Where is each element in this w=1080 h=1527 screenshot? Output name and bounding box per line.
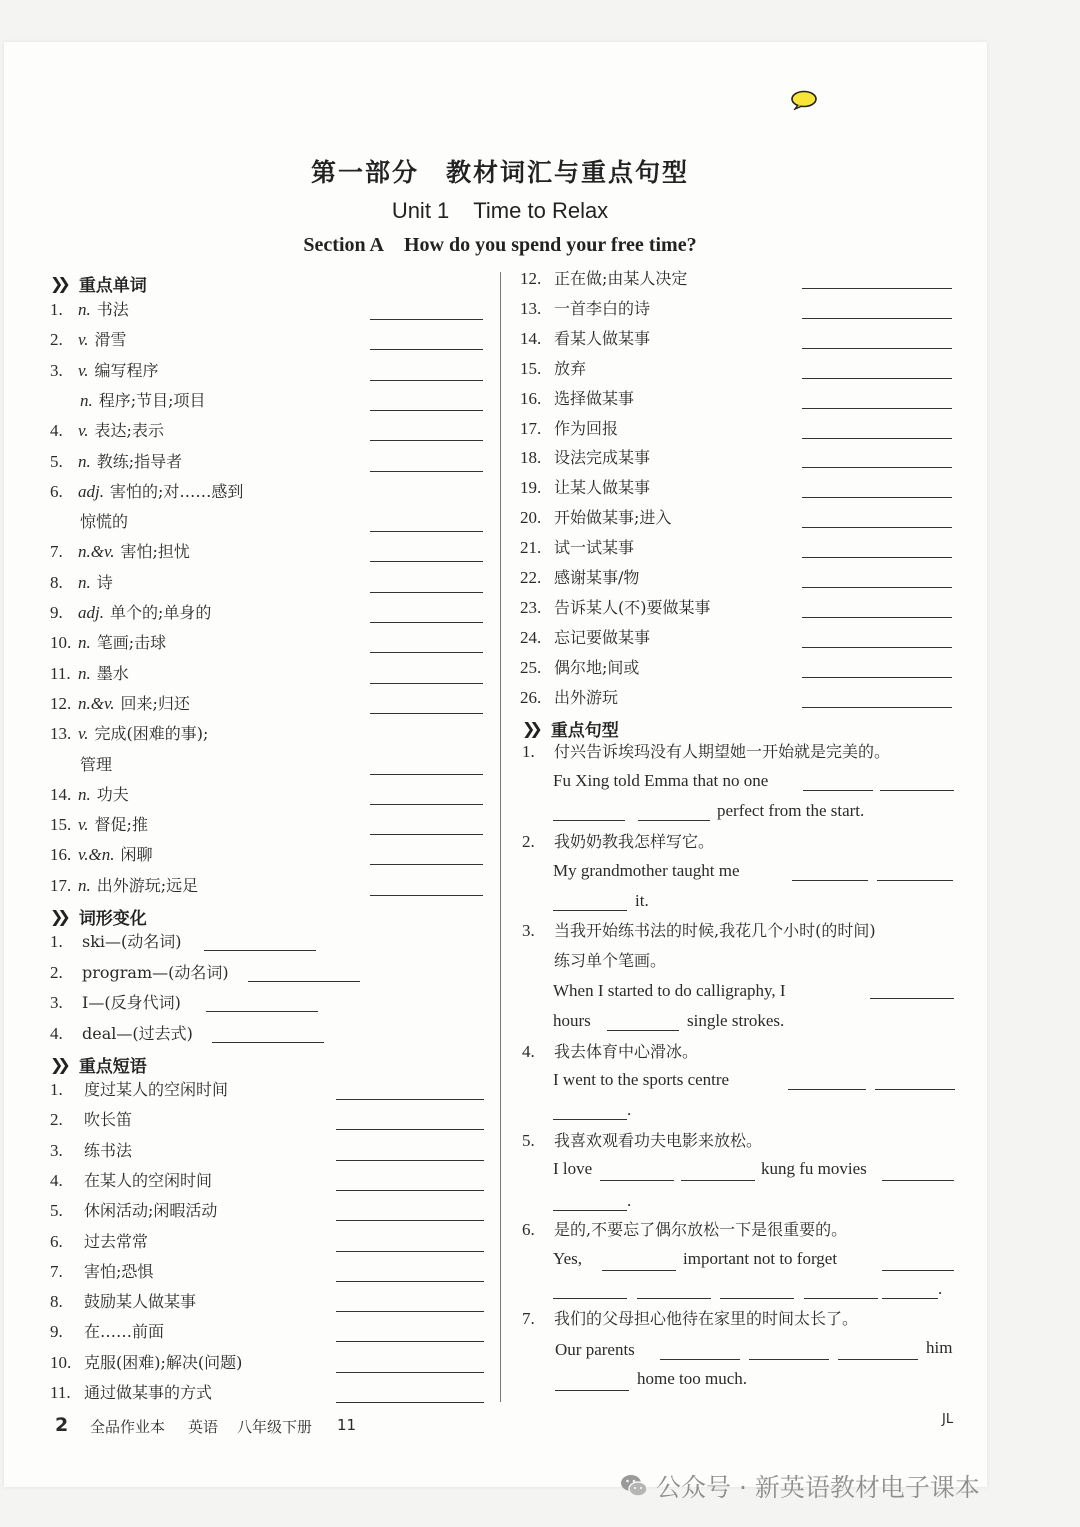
item-number: 1. [50,932,63,951]
answer-blank[interactable] [555,1390,629,1391]
item-text [78,326,127,354]
watermark [620,1468,980,1504]
item-number: 10. [50,633,72,653]
vocab-answer-blank[interactable] [370,349,483,350]
item-text [78,478,243,506]
item-number: 4. [50,421,63,441]
vocab-answer-blank[interactable] [370,561,483,562]
section-label: Section A [303,234,384,256]
meaning: 惊慌的 [80,512,129,532]
phrase-answer-blank[interactable] [802,348,952,349]
vocab-answer-blank[interactable] [370,774,483,775]
item-number: 17. [50,875,72,895]
item-number: 22. [520,568,542,587]
item-number: 3. [50,360,63,380]
sentence-item [522,1127,962,1155]
answer-blank[interactable] [870,998,954,999]
meaning: 表达;表示 [94,421,164,441]
vocab-answer-blank[interactable] [370,864,483,865]
item-text: 害怕;恐惧 [84,1261,154,1281]
meaning: 程序;节目;项目 [98,390,206,410]
answer-blank[interactable] [838,1359,918,1360]
meaning: 滑雪 [94,330,127,350]
sentence-item [522,917,962,945]
vocab-answer-blank[interactable] [370,410,483,411]
answer-blank[interactable] [804,1298,878,1299]
chinese-sentence: 当我开始练书法的时候,我花几个小时(的时间) [554,921,876,940]
wechat-icon [620,1473,648,1499]
english-sentence: Our parents [555,1340,635,1359]
answer-blank[interactable] [553,910,627,911]
wordform-answer-blank[interactable] [204,950,316,951]
item-number: 19. [520,478,542,498]
meaning: 害怕;担忧 [120,542,190,562]
item-text [78,720,208,748]
phrase-answer-blank[interactable] [802,378,952,379]
phrase-answer-blank[interactable] [802,467,952,468]
item-number: 5. [50,1201,63,1221]
double-chevron-icon: ❯❯ [522,719,537,738]
item-text: 选择做某事 [554,388,635,408]
meaning: 功夫 [96,784,129,804]
phrase-answer-blank[interactable] [802,557,952,558]
item-number: 13. [50,724,72,744]
answer-blank[interactable] [792,880,868,881]
meaning: 墨水 [96,663,129,683]
vocab-answer-blank[interactable] [370,652,483,653]
answer-blank[interactable] [600,1180,674,1181]
chinese-sentence: 付兴告诉埃玛没有人期望她一开始就是完美的。 [554,742,891,761]
item-text [78,296,129,324]
sentence-item [522,828,962,856]
item-number: 11. [50,1383,71,1402]
phrase-answer-blank[interactable] [802,318,952,319]
item-number: 3. [50,993,63,1012]
wordform-answer-blank[interactable] [206,1011,318,1012]
part-of-speech: n. [80,390,93,410]
item-text: 休闲活动;闲暇活动 [84,1201,218,1221]
answer-blank[interactable] [875,1089,955,1090]
item-number: 1. [522,742,535,761]
part-of-speech: v. [78,724,89,744]
section-title [0,234,1000,257]
section-head-wordform [50,904,147,929]
part-of-speech: v. [78,421,89,441]
part-of-speech: v.&n. [78,845,115,865]
item-text [80,508,128,536]
vocab-answer-blank[interactable] [370,471,483,472]
phrase-answer-blank[interactable] [802,497,952,498]
phrase-answer-blank[interactable] [336,1311,484,1312]
english-sentence: My grandmother taught me [553,861,740,880]
item-number: 12. [50,693,72,713]
item-number: 25. [520,657,542,677]
item-text: 克服(困难);解决(问题) [84,1352,243,1372]
item-text: 出外游玩 [554,687,619,707]
item-text: program—(动名词) [82,962,229,982]
part-of-speech: n.&v. [78,542,115,562]
item-text: 感谢某事/物 [554,568,640,587]
item-number: 16. [520,388,542,408]
item-number: 17. [520,418,542,438]
vocab-item [50,720,490,748]
vocab-answer-blank[interactable] [370,592,483,593]
double-chevron-icon: ❯❯ [50,907,65,926]
item-number: 10. [50,1352,72,1372]
meaning: 管理 [80,754,113,774]
double-chevron-icon: ❯❯ [50,1055,65,1074]
phrase-answer-blank[interactable] [802,438,952,439]
unit-title [0,198,1000,224]
footer-subject: 英语 [188,1418,219,1436]
english-sentence-mid: important not to forget [683,1249,838,1268]
part-of-speech: n.&v. [78,693,115,713]
chinese-sentence: 我喜欢观看功夫电影来放松。 [554,1131,763,1150]
item-text: ski—(动名词) [82,932,182,951]
answer-blank[interactable] [602,1270,676,1271]
item-number: 5. [522,1131,535,1150]
meaning: 书法 [96,300,129,319]
vocab-item [50,478,490,506]
english-sentence: Yes, [553,1249,582,1268]
item-text: 作为回报 [554,418,619,438]
item-text: 忘记要做某事 [554,627,651,647]
section-head-phrases-text: 重点短语 [78,1057,147,1077]
english-sentence: Fu Xing told Emma that no one [553,771,769,790]
phrase-answer-blank[interactable] [802,677,952,678]
item-number: 26. [520,687,542,707]
footer-edition: JL [942,1412,954,1427]
item-number: 5. [50,451,63,471]
section-head-wordform-text: 词形变化 [78,909,147,929]
phrase-answer-blank[interactable] [802,707,952,708]
sentence-item [522,1038,962,1066]
part-of-speech: n. [78,663,91,683]
item-text: 开始做某事;进入 [554,508,672,528]
chinese-sentence: 我们的父母担心他待在家里的时间太长了。 [554,1309,859,1328]
part-of-speech: adj. [78,481,104,501]
watermark-text: 公众号 · 新英语教材电子课本 [656,1473,980,1502]
vocab-answer-blank[interactable] [370,804,483,805]
answer-blank[interactable] [553,1298,627,1299]
english-sentence-mid: him [926,1338,953,1357]
section-head-sentences-text: 重点句型 [550,721,619,741]
item-text: 在某人的空闲时间 [84,1170,213,1190]
phrase-answer-blank[interactable] [802,408,952,409]
item-text [80,751,112,779]
section-head-phrases [50,1052,147,1077]
item-number: 15. [520,358,542,378]
footer-page-number: 2 [55,1414,69,1436]
vocab-answer-blank[interactable] [370,319,483,320]
part-of-speech: v. [78,360,89,380]
footer-book: 全品作业本 [90,1418,166,1436]
item-text [80,387,206,415]
item-number: 4. [50,1023,63,1043]
item-text [78,690,190,718]
chinese-sentence: 我奶奶教我怎样写它。 [554,832,715,851]
answer-blank[interactable] [553,820,625,821]
wordform-item [50,928,490,956]
item-number: 13. [520,298,542,318]
item-number: 2. [50,962,63,982]
item-text [78,599,211,627]
vocab-answer-blank[interactable] [370,683,483,684]
item-number: 6. [50,481,63,501]
chinese-sentence-cont: 练习单个笔画。 [554,951,667,970]
item-text: 吹长笛 [84,1110,133,1130]
item-text: 度过某人的空闲时间 [84,1080,229,1099]
english-sentence: I love [553,1159,593,1178]
answer-blank[interactable] [660,1359,740,1360]
answer-blank[interactable] [882,1270,954,1271]
part-of-speech: n. [78,875,91,895]
phrase-answer-blank[interactable] [802,617,952,618]
item-text: 通过做某事的方式 [84,1383,213,1402]
meaning: 督促;推 [94,815,148,835]
wordform-item [50,989,490,1017]
item-text [78,629,166,657]
phrase-answer-blank[interactable] [336,1372,484,1373]
item-text [78,841,153,869]
answer-blank[interactable] [553,1210,627,1211]
part-of-speech: adj. [78,603,104,622]
item-number: 21. [520,538,542,558]
item-text [78,781,129,809]
item-number: 2. [50,330,63,350]
item-text: 在……前面 [84,1322,165,1342]
meaning: 出外游玩;远足 [96,875,199,895]
part-title: 第一部分 教材词汇与重点句型 [310,158,689,187]
meaning: 害怕的;对……感到 [109,481,244,501]
item-text: 一首李白的诗 [554,298,651,318]
english-sentence: hours [553,1011,591,1030]
part-of-speech: n. [78,633,91,653]
sentence-item [522,1216,962,1244]
phrase-answer-blank[interactable] [336,1129,484,1130]
meaning: 单个的;单身的 [109,603,212,622]
part-of-speech: n. [78,300,91,319]
item-number: 20. [520,508,542,528]
item-number: 8. [50,1292,63,1312]
item-number: 3. [50,1140,63,1160]
vocab-answer-blank[interactable] [370,380,483,381]
answer-blank[interactable] [877,880,953,881]
answer-blank[interactable] [882,1180,954,1181]
phrase-answer-blank[interactable] [336,1190,484,1191]
item-number: 7. [522,1309,535,1328]
item-text: I—(反身代词) [82,993,181,1012]
answer-blank[interactable] [720,1298,794,1299]
answer-blank[interactable] [638,820,710,821]
item-text: 看某人做某事 [554,328,651,348]
vocab-answer-blank[interactable] [370,440,483,441]
english-sentence-mid: kung fu movies [761,1159,867,1178]
vocab-answer-blank[interactable] [370,834,483,835]
section-head-vocab [50,271,147,296]
phrase-answer-blank[interactable] [336,1402,484,1403]
item-number: 6. [522,1220,535,1239]
item-text [78,417,164,445]
meaning: 回来;归还 [120,693,190,713]
vocab-answer-blank[interactable] [370,713,483,714]
phrase-answer-blank[interactable] [802,527,952,528]
item-text: 让某人做某事 [554,478,651,498]
item-number: 16. [50,845,72,865]
part-of-speech: v. [78,330,89,350]
english-sentence: . [627,1100,632,1119]
item-number: 18. [520,448,542,468]
answer-blank[interactable] [553,1119,627,1120]
english-sentence: perfect from the start. [717,801,865,820]
item-text [78,660,129,688]
chinese-sentence: 我去体育中心滑冰。 [554,1042,699,1061]
answer-blank[interactable] [880,790,954,791]
item-text: 正在做;由某人决定 [554,269,688,288]
meaning: 闲聊 [120,845,153,865]
item-number: 3. [522,921,535,940]
item-number: 14. [50,784,72,804]
phrase-answer-blank[interactable] [336,1220,484,1221]
vocab-answer-blank[interactable] [370,895,483,896]
answer-blank[interactable] [788,1089,866,1090]
item-number: 11. [50,663,71,683]
column-divider [500,272,501,1402]
footer-code: 11 [337,1416,357,1434]
item-text: 试一试某事 [554,538,635,558]
item-text [78,569,113,597]
item-text: deal—(过去式) [82,1023,193,1043]
item-number: 14. [520,328,542,348]
item-number: 9. [50,1322,63,1342]
sentence-item [522,738,962,766]
english-sentence: I went to the sports centre [553,1070,730,1089]
footer-grade: 八年级下册 [237,1418,313,1436]
item-number: 1. [50,300,63,319]
answer-blank[interactable] [882,1298,938,1299]
double-chevron-icon: ❯❯ [50,274,65,293]
answer-blank[interactable] [681,1180,755,1181]
part-of-speech: n. [78,784,91,804]
part-of-speech: n. [78,451,91,471]
item-text [78,357,159,385]
item-text [78,872,198,900]
part-of-speech: n. [78,572,91,592]
english-sentence: home too much. [637,1369,748,1388]
speech-bubble-icon [790,90,818,110]
wordform-item [50,1020,490,1048]
phrase-answer-blank[interactable] [802,587,952,588]
answer-blank[interactable] [607,1030,679,1031]
english-sentence: it. [635,891,649,910]
item-number: 4. [50,1170,63,1190]
unit-name: Time to Relax [473,198,609,223]
meaning: 笔画;击球 [96,633,167,653]
phrase-answer-blank[interactable] [336,1281,484,1282]
section-head-vocab-text: 重点单词 [78,276,147,296]
item-text [78,811,148,839]
meaning: 教练;指导者 [96,451,183,471]
sentence-item [522,1305,962,1333]
item-number: 7. [50,542,63,562]
wordform-answer-blank[interactable] [248,981,360,982]
phrase-answer-blank[interactable] [802,647,952,648]
item-number: 8. [50,572,63,592]
phrase-answer-blank[interactable] [336,1160,484,1161]
item-number: 23. [520,597,542,617]
phrase-answer-blank[interactable] [336,1099,484,1100]
item-text: 练书法 [84,1140,133,1160]
item-number: 12. [520,269,542,288]
english-sentence: . [938,1279,943,1298]
item-number: 1. [50,1080,63,1099]
section-name: How do you spend your free time? [403,234,697,256]
answer-blank[interactable] [803,790,873,791]
meaning: 完成(困难的事); [94,724,209,744]
wordform-answer-blank[interactable] [212,1042,324,1043]
item-text [78,538,190,566]
answer-blank[interactable] [637,1298,711,1299]
item-number: 6. [50,1231,63,1251]
unit-label: Unit 1 [391,198,450,223]
wordform-item [50,959,490,987]
meaning: 编写程序 [94,360,159,380]
english-sentence: When I started to do calligraphy, I [553,981,786,1000]
item-number: 7. [50,1261,63,1281]
item-number: 2. [50,1110,63,1130]
item-text: 过去常常 [84,1231,149,1251]
item-text [78,448,182,476]
item-number: 24. [520,627,542,647]
item-text: 放弃 [554,358,587,378]
answer-blank[interactable] [749,1359,829,1360]
vocab-answer-blank[interactable] [370,531,483,532]
vocab-answer-blank[interactable] [370,622,483,623]
chinese-sentence: 是的,不要忘了偶尔放松一下是很重要的。 [554,1220,848,1239]
meaning: 诗 [96,572,113,592]
phrase-answer-blank[interactable] [802,288,952,289]
part-of-speech: v. [78,815,89,835]
phrase-answer-blank[interactable] [336,1251,484,1252]
english-sentence: . [627,1191,632,1210]
item-number: 4. [522,1042,535,1061]
item-text: 偶尔地;间或 [554,657,640,677]
item-text: 鼓励某人做某事 [84,1292,197,1312]
item-number: 15. [50,815,72,835]
item-text: 设法完成某事 [554,448,651,468]
phrase-answer-blank[interactable] [336,1341,484,1342]
item-number: 9. [50,603,63,622]
item-number: 2. [522,832,535,851]
english-sentence: single strokes. [687,1011,785,1030]
item-text: 告诉某人(不)要做某事 [554,597,711,617]
